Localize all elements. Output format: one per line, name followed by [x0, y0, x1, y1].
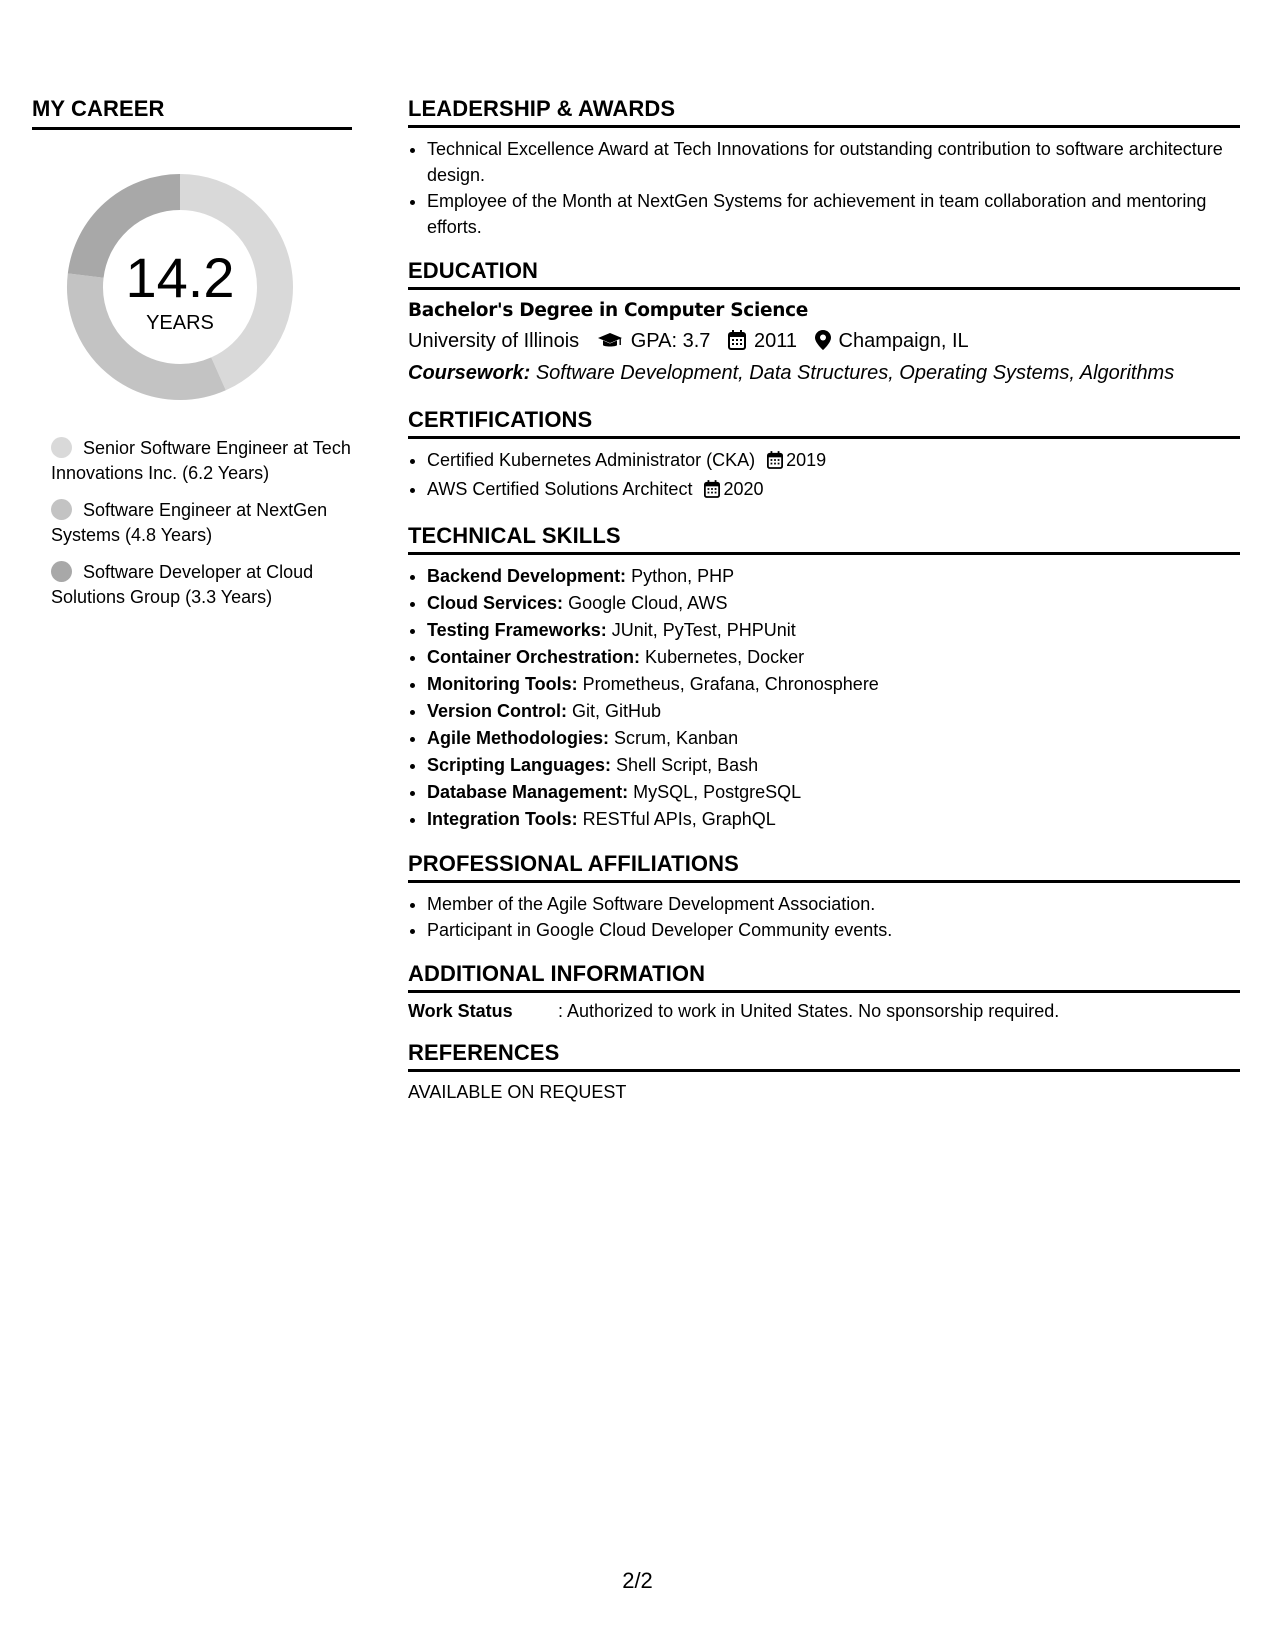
education-school: University of Illinois	[408, 330, 580, 352]
references-section	[408, 1040, 1240, 1103]
list-item	[427, 617, 1240, 644]
list-item: • Participant in Google Cloud Developer Community events.	[427, 917, 1240, 943]
coursework-label: Coursework:	[408, 362, 531, 384]
leadership-title: LEADERSHIP & AWARDS	[408, 96, 1240, 128]
legend-label: Software Engineer at NextGen Systems (4.8 Years)	[51, 500, 328, 545]
references-title: REFERENCES	[408, 1040, 1240, 1072]
list-item: • Member of the Agile Software Development Association.	[427, 891, 1240, 917]
skill-value: Shell Script, Bash	[616, 755, 759, 775]
list-item	[427, 563, 1240, 590]
skill-value: RESTful APIs, GraphQL	[582, 809, 776, 829]
career-legend	[32, 436, 352, 610]
skill-value: Google Cloud, AWS	[568, 593, 728, 613]
skill-label: Database Management:	[427, 782, 629, 802]
page-number: 2/2	[622, 1568, 653, 1593]
list-item	[427, 698, 1240, 725]
career-donut-chart	[65, 172, 295, 402]
additional-title: ADDITIONAL INFORMATION	[408, 961, 1240, 993]
donut-center	[65, 172, 295, 335]
list-item	[427, 476, 1240, 505]
certifications-list	[408, 447, 1240, 505]
legend-item	[51, 498, 352, 548]
list-item	[427, 590, 1240, 617]
calendar-icon	[767, 450, 783, 476]
skill-label: Backend Development:	[427, 566, 627, 586]
skill-label: Agile Methodologies:	[427, 728, 609, 748]
legend-dot	[51, 437, 72, 458]
total-years-value: 14.2	[125, 246, 235, 309]
career-title: MY CAREER	[32, 96, 352, 130]
education-location: Champaign, IL	[838, 330, 969, 352]
affiliations-list	[408, 891, 1240, 943]
graduation-cap-icon	[597, 330, 623, 358]
list-item	[427, 447, 1240, 476]
cert-name: Certified Kubernetes Administrator (CKA)	[427, 450, 756, 470]
skill-value: Git, GitHub	[572, 701, 662, 721]
leadership-list	[408, 136, 1240, 240]
education-details	[408, 327, 1240, 358]
list-item	[427, 779, 1240, 806]
cert-name: AWS Certified Solutions Architect	[427, 479, 693, 499]
education-degree: Bachelor's Degree in Computer Science	[408, 300, 809, 321]
skill-label: Testing Frameworks:	[427, 620, 607, 640]
additional-section	[408, 961, 1240, 1022]
list-item	[427, 644, 1240, 671]
education-coursework	[408, 362, 1240, 385]
legend-dot	[51, 499, 72, 520]
legend-item	[51, 560, 352, 610]
calendar-icon	[704, 479, 720, 505]
calendar-icon	[728, 330, 746, 358]
legend-label: Senior Software Engineer at Tech Innovations Inc. (6.2 Years)	[51, 438, 351, 483]
skill-label: Scripting Languages:	[427, 755, 612, 775]
legend-item	[51, 436, 352, 486]
list-item	[427, 671, 1240, 698]
skills-list	[408, 563, 1240, 833]
education-title: EDUCATION	[408, 258, 1240, 290]
total-years-unit: YEARS	[146, 312, 214, 334]
certifications-title: CERTIFICATIONS	[408, 407, 1240, 439]
career-column	[32, 96, 352, 622]
work-status-label: Work Status	[408, 1001, 513, 1021]
skill-value: Kubernetes, Docker	[645, 647, 805, 667]
skill-value: Scrum, Kanban	[614, 728, 739, 748]
work-status-value: : Authorized to work in United States. No sponsorship required.	[558, 1001, 1060, 1021]
references-text: AVAILABLE ON REQUEST	[408, 1082, 627, 1102]
work-status-row	[408, 1001, 1240, 1022]
main-column	[408, 96, 1240, 1119]
affiliations-section	[408, 851, 1240, 943]
list-item	[427, 806, 1240, 833]
coursework-value: Software Development, Data Structures, Operating Systems, Algorithms	[535, 362, 1175, 384]
skill-value: Python, PHP	[631, 566, 735, 586]
skill-value: MySQL, PostgreSQL	[633, 782, 802, 802]
education-section	[408, 258, 1240, 385]
skill-label: Monitoring Tools:	[427, 674, 578, 694]
skill-label: Cloud Services:	[427, 593, 564, 613]
skill-label: Container Orchestration:	[427, 647, 641, 667]
list-item	[427, 725, 1240, 752]
education-year: 2011	[753, 330, 797, 352]
affiliations-title: PROFESSIONAL AFFILIATIONS	[408, 851, 1240, 883]
skills-title: TECHNICAL SKILLS	[408, 523, 1240, 555]
list-item	[427, 752, 1240, 779]
skill-label: Version Control:	[427, 701, 568, 721]
skill-value: Prometheus, Grafana, Chronosphere	[582, 674, 879, 694]
legend-dot	[51, 561, 72, 582]
skill-label: Integration Tools:	[427, 809, 578, 829]
legend-label: Software Developer at Cloud Solutions Group (3.3 Years)	[51, 562, 314, 607]
skill-value: JUnit, PyTest, PHPUnit	[611, 620, 796, 640]
certifications-section	[408, 407, 1240, 505]
cert-year: 2020	[723, 479, 764, 499]
leadership-section	[408, 96, 1240, 240]
list-item: • Employee of the Month at NextGen Systems for achievement in team collaboration and mentoring efforts.	[427, 188, 1240, 240]
education-gpa: GPA: 3.7	[630, 330, 711, 352]
list-item: • Technical Excellence Award at Tech Innovations for outstanding contribution to software architecture design.	[427, 136, 1240, 188]
skills-section	[408, 523, 1240, 833]
cert-year: 2019	[786, 450, 827, 470]
location-pin-icon	[815, 330, 831, 358]
